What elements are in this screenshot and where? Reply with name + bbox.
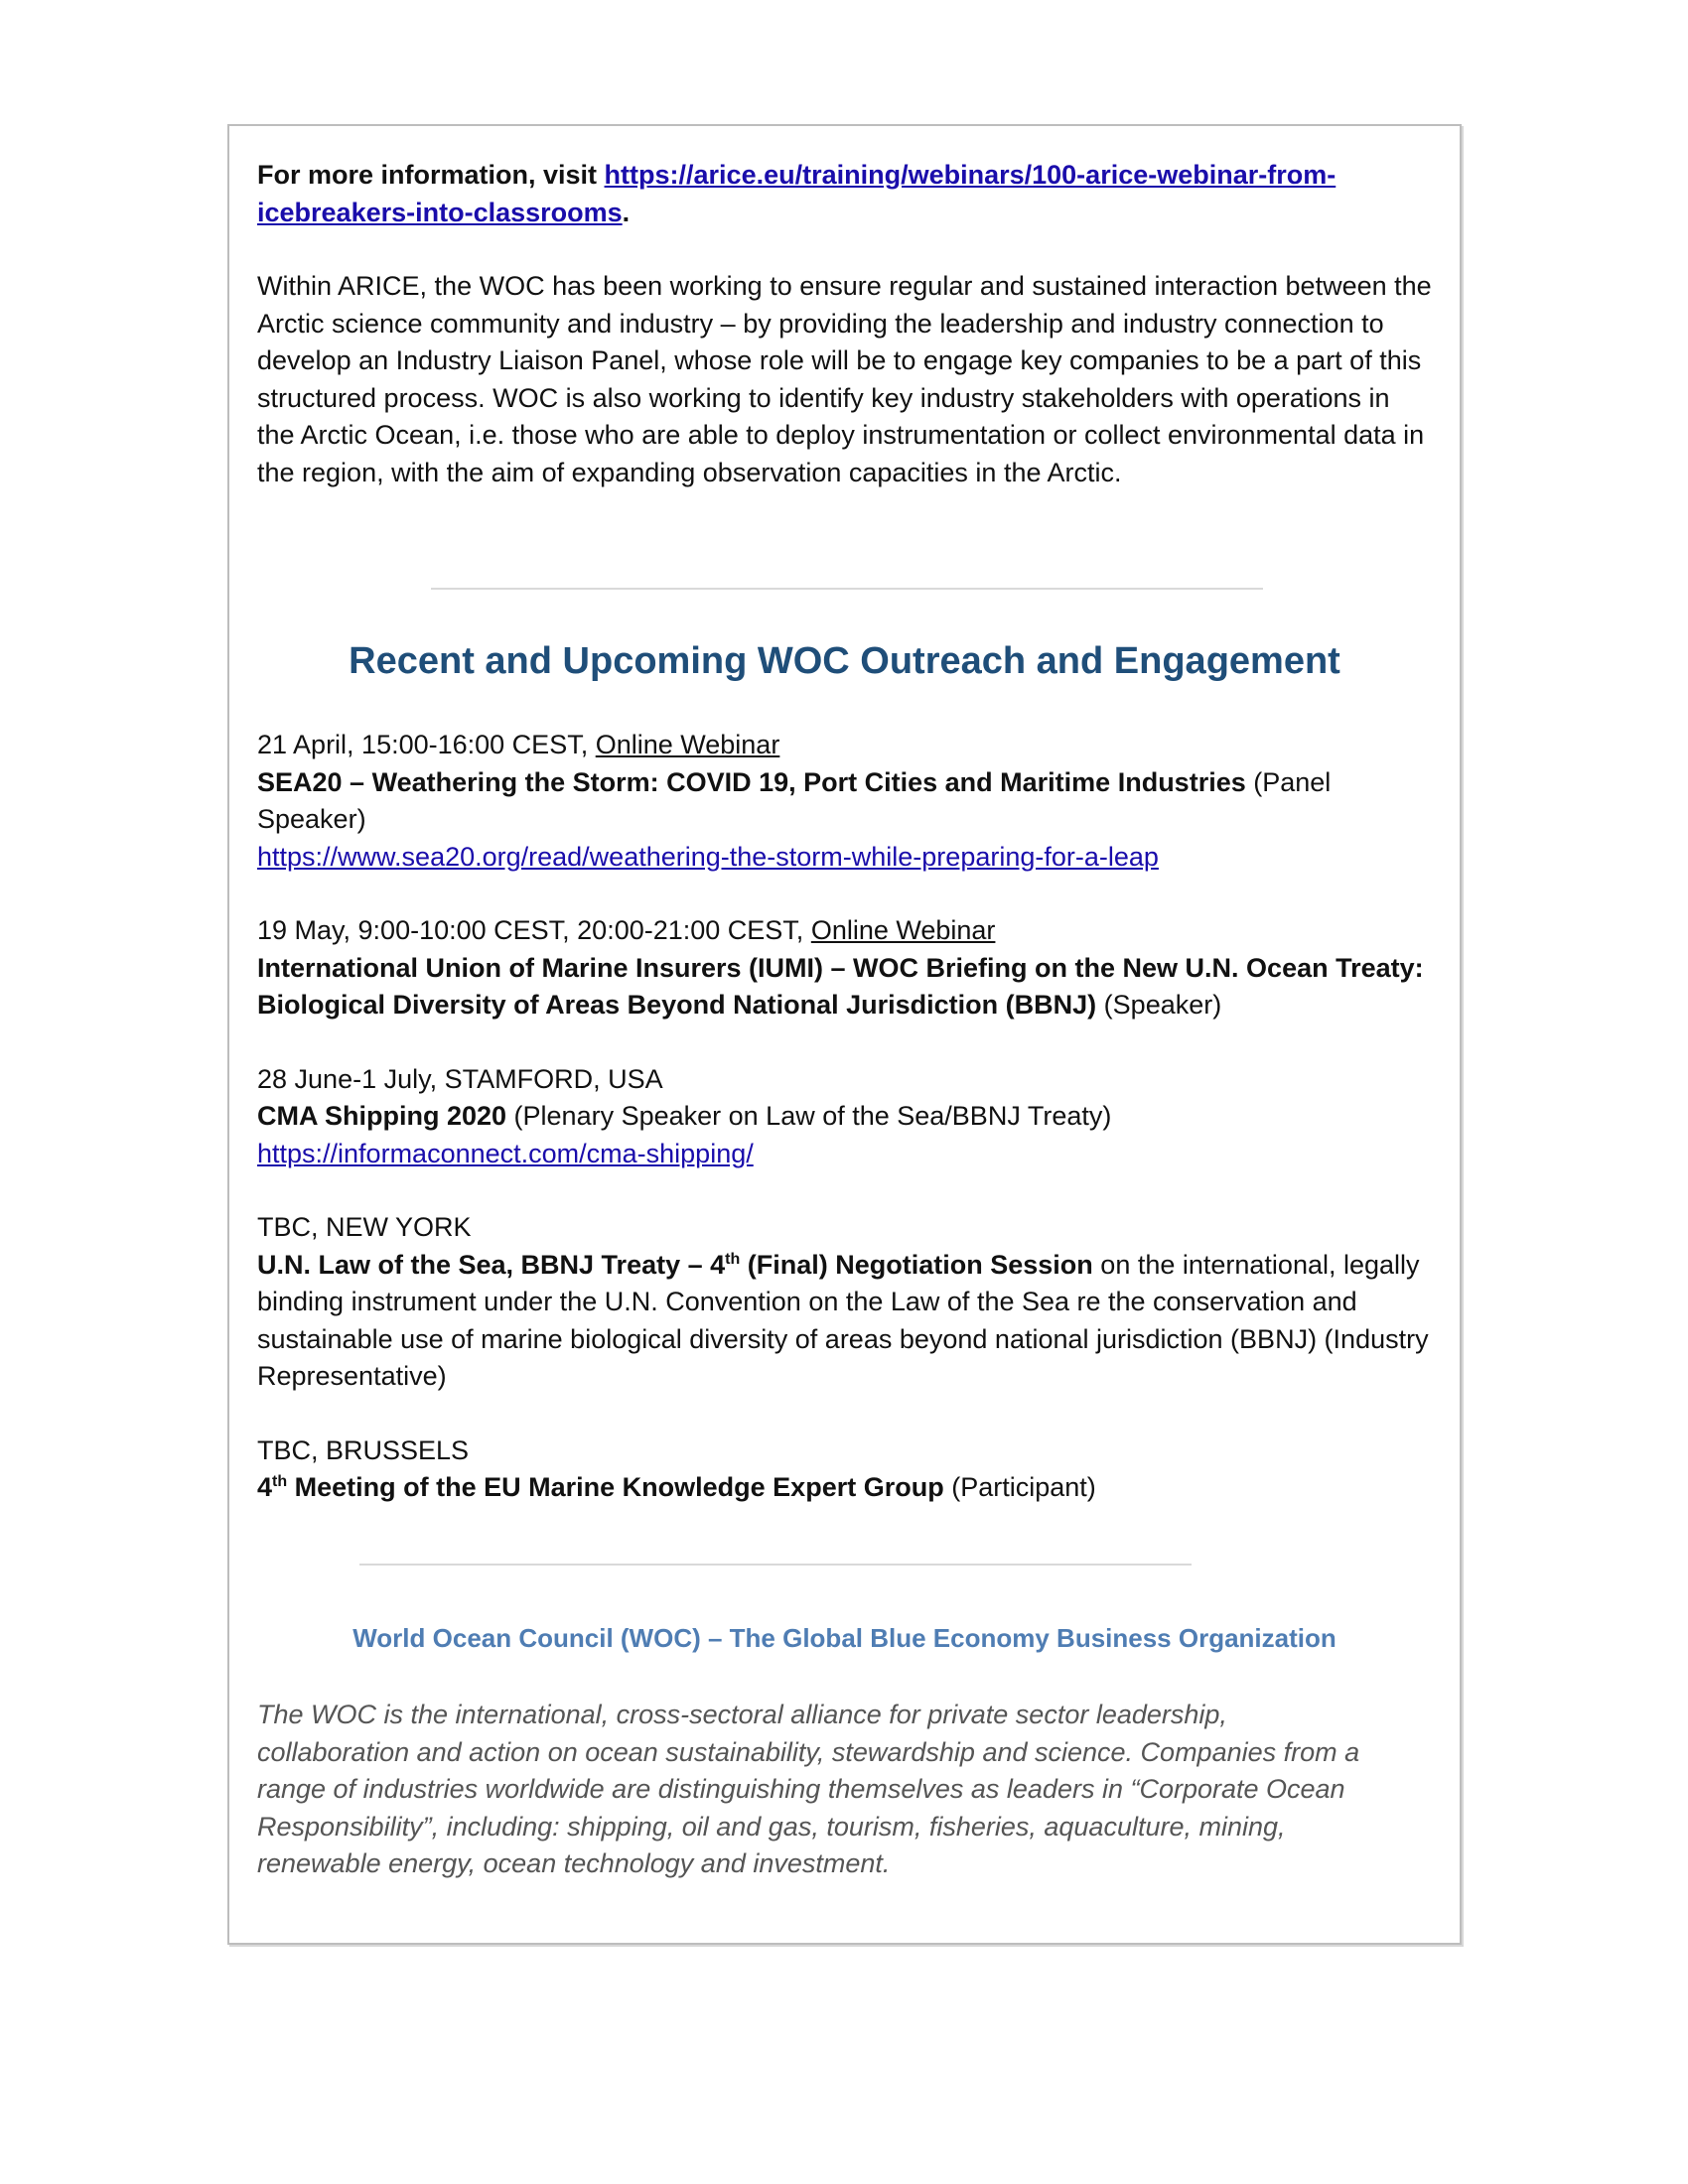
event-date: 19 May, 9:00-10:00 CEST, 20:00-21:00 CEST, <box>257 915 811 945</box>
event-title: 4th Meeting of the EU Marine Knowledge Expert Group <box>257 1472 944 1502</box>
event-role: (Participant) <box>943 1472 1096 1502</box>
event-date: 28 June-1 July, STAMFORD, USA <box>257 1063 663 1094</box>
footer-description: The WOC is the international, cross-sectoral alliance for private sector leadership, collaboration and action on ocean sustainability, stewardship and science. Companies from a range of industries worldwide are distinguishing themselves as leaders in “Corporate Ocean Responsibility”, including: shipping, oil and gas, tourism, fisheries, aquaculture, mining, renewable energy, ocean technology and investment. <box>257 1700 1360 1878</box>
event-venue: Online Webinar <box>810 915 996 945</box>
footer-title: World Ocean Council (WOC) – The Global Blue Economy Business Organization <box>352 1623 1336 1653</box>
section-heading: Recent and Upcoming WOC Outreach and Engagement <box>349 640 1340 682</box>
event-venue: Online Webinar <box>595 730 780 759</box>
event-item <box>257 1433 1434 1507</box>
more-info-line: For more information, visit https://arice.eu/training/webinars/100-arice-webinar-from- icebreakers-into-classrooms. <box>257 160 1336 227</box>
events-list <box>257 727 1434 1507</box>
event-desc: on the international, legally binding instrument under the U.N. Convention on the Law of the Sea re the conservation and sustainable use of marine biological diversity of areas beyond national jurisdiction (BBNJ) (Industry Representative) <box>257 1249 1429 1391</box>
event-date: TBC, NEW YORK <box>257 1212 472 1242</box>
event-date: 21 April, 15:00-16:00 CEST, <box>257 730 596 759</box>
event-item <box>257 727 1434 876</box>
event-role: (Panel Speaker) <box>257 766 1332 834</box>
sea20-link[interactable]: https://www.sea20.org/read/weathering-the-storm-while-preparing-for-a-leap <box>257 841 1159 872</box>
arice-webinar-link[interactable]: https://arice.eu/training/webinars/100-arice-webinar-from- icebreakers-into-classrooms <box>257 160 1336 227</box>
divider-top <box>431 588 1263 590</box>
event-title: CMA Shipping 2020 <box>257 1101 507 1131</box>
divider-bottom <box>359 1564 1192 1566</box>
event-date: TBC, BRUSSELS <box>257 1434 470 1465</box>
event-item <box>257 912 1434 1024</box>
arice-paragraph: Within ARICE, the WOC has been working to ensure regular and sustained interaction between the Arctic science community and industry – by providing the leadership and industry connection to develop an Industry Liaison Panel, whose role will be to engage key companies to be a part of this structured process. WOC is also working to identify key industry stakeholders with operations in the Arctic Ocean, i.e. those who are able to deploy instrumentation or collect environmental data in the region, with the aim of expanding observation capacities in the Arctic. <box>257 271 1432 487</box>
event-item <box>257 1061 1434 1173</box>
event-item <box>257 1209 1434 1396</box>
cma-shipping-link[interactable]: https://informaconnect.com/cma-shipping/ <box>257 1138 754 1168</box>
event-title: SEA20 – Weathering the Storm: COVID 19, Port Cities and Maritime Industries <box>257 766 1246 797</box>
intro-section <box>257 157 1434 491</box>
event-role: (Speaker) <box>1096 990 1222 1020</box>
event-title: International Union of Marine Insurers (IUMI) – WOC Briefing on the New U.N. Ocean Treaty: Biological Diversity of Areas Beyond National Jurisdiction (BBNJ) <box>257 952 1424 1020</box>
event-role: (Plenary Speaker on Law of the Sea/BBNJ Treaty) <box>506 1101 1112 1131</box>
event-title: U.N. Law of the Sea, BBNJ Treaty – 4th (Final) Negotiation Session <box>257 1249 1093 1280</box>
